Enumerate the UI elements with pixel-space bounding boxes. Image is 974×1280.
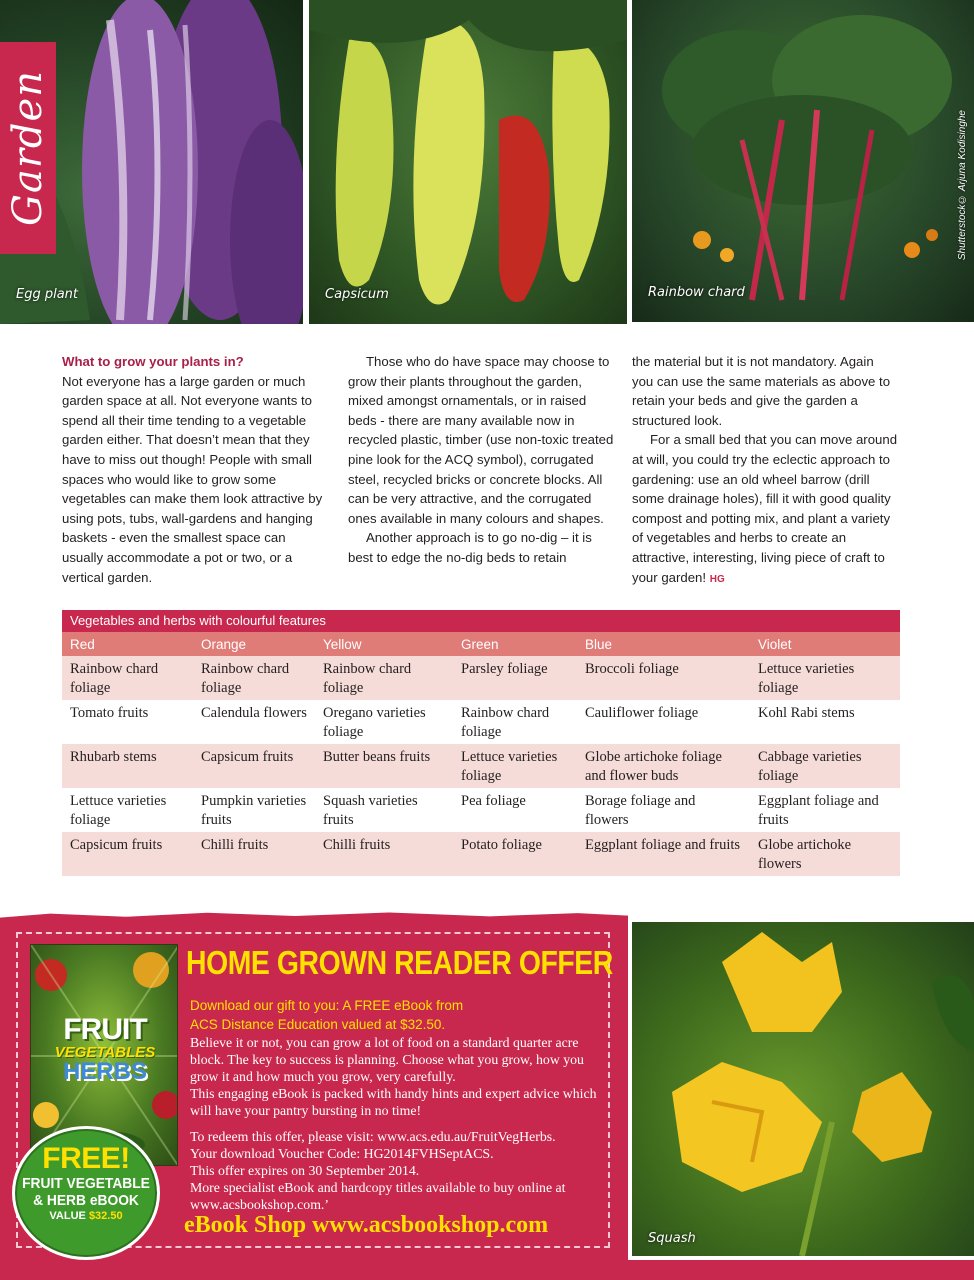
table-header-yellow: Yellow <box>315 632 453 656</box>
reader-offer-panel <box>0 920 628 1260</box>
table-row <box>62 700 900 744</box>
ebook-title <box>31 1015 178 1084</box>
table-cell: Kohl Rabi stems <box>750 700 900 744</box>
badge-value-label: VALUE <box>49 1210 86 1222</box>
article-column-1 <box>62 352 328 587</box>
table-cell: Lettuce varieties foliage <box>453 744 577 788</box>
free-ebook-badge <box>12 1126 160 1260</box>
chard-photo <box>632 0 974 322</box>
offer-body-paragraph: This engaging eBook is packed with handy hints and expert advice which will have your pantry bursting in no time! <box>190 1086 597 1118</box>
offer-lead <box>190 996 610 1034</box>
chard-caption: Rainbow chard <box>648 285 745 300</box>
offer-redeem-line: This offer expires on 30 September 2014. <box>190 1163 420 1178</box>
table-cell: Butter beans fruits <box>315 744 453 788</box>
table-caption: Vegetables and herbs with colourful features <box>62 610 900 632</box>
offer-lead-line: ACS Distance Education valued at $32.50. <box>190 1017 446 1032</box>
badge-value-price: $32.50 <box>88 1210 123 1222</box>
offer-title: HOME GROWN READER OFFER <box>186 944 613 981</box>
table-cell: Capsicum fruits <box>193 744 315 788</box>
capsicum-caption: Capsicum <box>325 287 389 302</box>
table-cell: Globe artichoke foliage and flower buds <box>577 744 750 788</box>
table-cell: Lettuce varieties foliage <box>750 656 900 700</box>
squash-photo <box>632 922 974 1256</box>
table-cell: Chilli fruits <box>193 832 315 876</box>
table-cell: Rainbow chard foliage <box>193 656 315 700</box>
table-cell: Borage foliage and flowers <box>577 788 750 832</box>
capsicum-photo <box>309 0 627 324</box>
article-paragraph: Those who do have space may choose to grow their plants throughout the garden, mixed amongst ornamentals, or in raised beds - there are many available now in recycled plastic, timber (use non-toxic treated pine look for the ACQ symbol), corrugated steel, recycled bricks or concrete blocks. All can be very attractive, and the corrugated ones available in many colours and shapes. <box>348 354 614 526</box>
table-header-red: Red <box>62 632 193 656</box>
table-row <box>62 788 900 832</box>
ebook-title-vegetables: VEGETABLES <box>54 1044 156 1061</box>
article-subhead: What to grow your plants in? <box>62 354 244 369</box>
article-paragraph: Not everyone has a large garden or much garden space at all. Not everyone wants to spend all their time tending to a vegetable garden either. That doesn’t mean that they have to miss out though! People with small spaces who would like to grow some vegetables can make them look attractive by using pots, tubs, wall-gardens and hanging baskets - even the smallest space can usually accommodate a pot or two, or a vertical garden. <box>62 373 323 585</box>
table-row <box>62 744 900 788</box>
colourful-vegetables-table <box>62 610 900 876</box>
table-cell: Tomato fruits <box>62 700 193 744</box>
article-paragraph: Another approach is to go no-dig – it is best to edge the no-dig beds to retain <box>348 530 592 565</box>
table-cell: Chilli fruits <box>315 832 453 876</box>
capsicum-illustration <box>309 0 627 324</box>
offer-redeem-line: Your download Voucher Code: HG2014FVHSeptACS. <box>190 1146 494 1161</box>
table-cell: Rhubarb stems <box>62 744 193 788</box>
table-cell: Calendula flowers <box>193 700 315 744</box>
section-tab <box>0 42 56 254</box>
table-cell: Capsicum fruits <box>62 832 193 876</box>
eggplant-photo <box>0 0 303 324</box>
table-cell: Rainbow chard foliage <box>62 656 193 700</box>
table-cell: Pea foliage <box>453 788 577 832</box>
article-paragraph <box>632 430 898 589</box>
offer-redeem-line: More specialist eBook and hardcopy titles available to buy online at www.acsbookshop.com.’ <box>190 1180 566 1212</box>
table-cell: Eggplant foliage and fruits <box>577 832 750 876</box>
photo-credit: Shutterstock© Arjuna Kodisinghe <box>957 110 968 261</box>
table-cell: Cauliflower foliage <box>577 700 750 744</box>
table-cell: Broccoli foliage <box>577 656 750 700</box>
table-header-row <box>62 632 900 656</box>
ebook-title-herbs: HERBS <box>62 1058 147 1085</box>
table-cell: Lettuce varieties foliage <box>62 788 193 832</box>
offer-redeem-line: To redeem this offer, please visit: www.acs.edu.au/FruitVegHerbs. <box>190 1129 556 1144</box>
table-row <box>62 832 900 876</box>
badge-value <box>15 1209 157 1223</box>
offer-body-paragraph: Believe it or not, you can grow a lot of food on a standard quarter acre block. The key to success is planning. Choose what you grow, how you grow it and how much you grow, very carefully. <box>190 1035 584 1084</box>
article-paragraph-text: For a small bed that you can move around at will, you could try the eclectic approach to gardening: use an old wheel barrow (drill some drainage holes), fill it with good quality compost and potting mix, and plant a variety of vegetables and herbs to create an attractive, interesting, living piece of craft to your garden! <box>632 432 898 585</box>
offer-redeem <box>190 1128 610 1213</box>
section-tab-label: Garden <box>5 70 51 226</box>
table-cell: Pumpkin varieties fruits <box>193 788 315 832</box>
article-paragraph: the material but it is not mandatory. Again you can use the same materials as above to retain your beds and give the garden a structured look. <box>632 354 891 428</box>
table-cell: Potato foliage <box>453 832 577 876</box>
table-row <box>62 656 900 700</box>
eggplant-caption: Egg plant <box>16 287 79 302</box>
article <box>62 352 898 592</box>
squash-caption: Squash <box>648 1231 696 1246</box>
squash-illustration <box>632 922 974 1256</box>
table-cell: Oregano varieties foliage <box>315 700 453 744</box>
ebook-title-fruit: FRUIT <box>63 1013 147 1046</box>
badge-line-2: FRUIT VEGETABLE <box>22 1175 150 1192</box>
table-header-violet: Violet <box>750 632 900 656</box>
footer-bar <box>0 1260 974 1280</box>
table-cell: Squash varieties fruits <box>315 788 453 832</box>
table-header-blue: Blue <box>577 632 750 656</box>
table-header-orange: Orange <box>193 632 315 656</box>
chard-illustration <box>632 0 974 322</box>
table-cell: Parsley foliage <box>453 656 577 700</box>
offer-lead-line: Download our gift to you: A FREE eBook from <box>190 998 464 1013</box>
table-cell: Eggplant foliage and fruits <box>750 788 900 832</box>
table-cell: Rainbow chard foliage <box>453 700 577 744</box>
badge-line-3: & HERB eBOOK <box>33 1192 139 1209</box>
table-cell: Globe artichoke flowers <box>750 832 900 876</box>
table-cell: Rainbow chard foliage <box>315 656 453 700</box>
offer-body <box>190 1034 610 1119</box>
article-column-3 <box>632 352 898 589</box>
table-cell: Cabbage varieties foliage <box>750 744 900 788</box>
table-header-green: Green <box>453 632 577 656</box>
badge-free: FREE! <box>42 1142 130 1175</box>
article-column-2 <box>348 352 614 568</box>
end-mark: HG <box>709 573 725 585</box>
ebook-shop-link[interactable]: eBook Shop www.acsbookshop.com <box>184 1212 549 1238</box>
